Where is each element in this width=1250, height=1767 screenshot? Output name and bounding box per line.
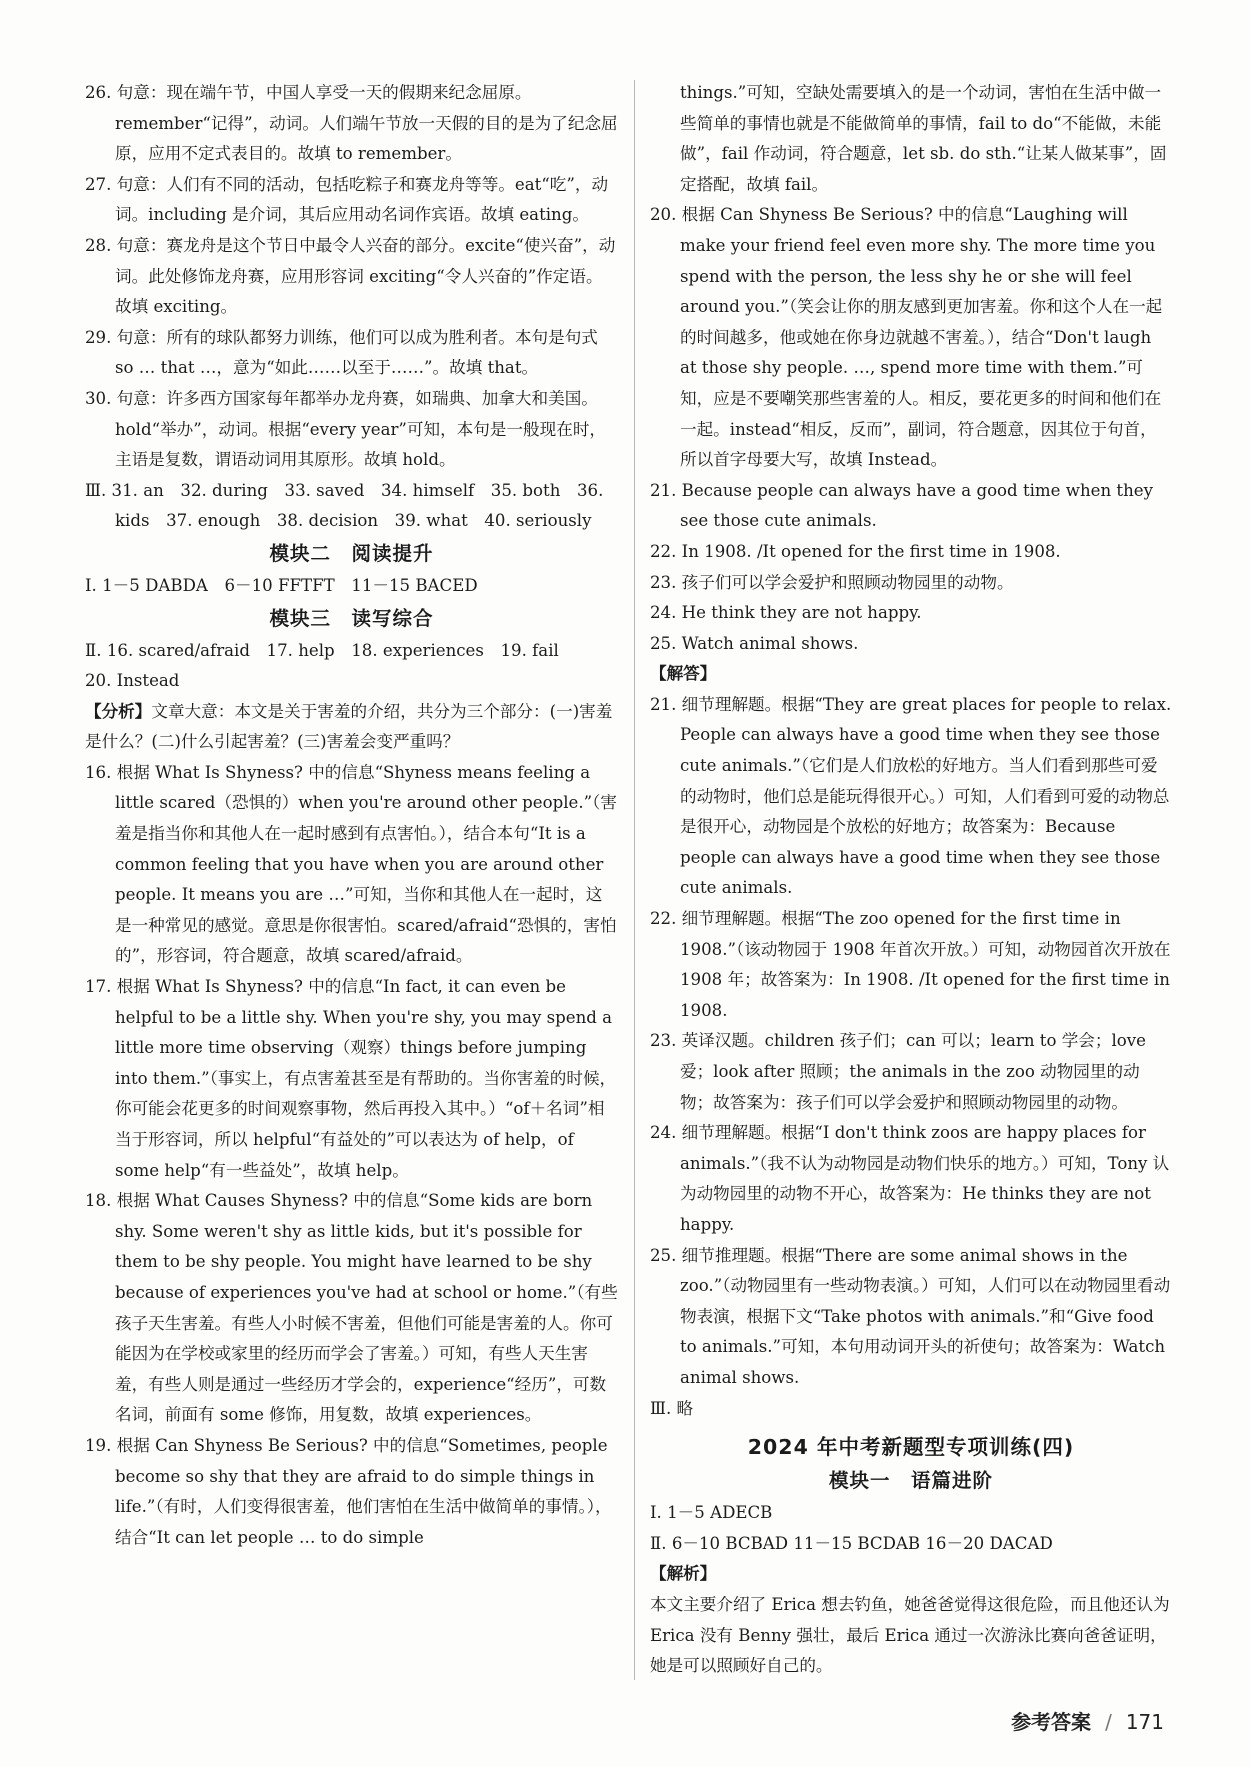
paragraph-text: 模块一 语篇进阶	[828, 1469, 993, 1493]
answer-paragraph	[650, 659, 1172, 690]
column-divider	[634, 80, 635, 1680]
answer-paragraph	[85, 78, 618, 170]
paragraph-text: Ⅰ. 1－5 ADECB	[650, 1503, 773, 1523]
paragraph-text: 20. Instead	[85, 671, 180, 691]
section-heading	[85, 537, 618, 571]
answer-paragraph	[85, 636, 618, 667]
paragraph-text: 22. In 1908. /It opened for the first time in 1908.	[650, 541, 1061, 561]
paragraph-text: 2024 年中考新题型专项训练(四)	[747, 1435, 1075, 1460]
paragraph-text: Ⅲ. 31. an 32. during 33. saved 34. himself 35. both 36. kids 37. enough 38. decision 39. what 40. seriously	[85, 480, 604, 531]
page-number: 171	[1125, 1710, 1164, 1734]
paragraph-text: 21. 细节理解题。根据“They are great places for people to relax. People can always have a good time when they see those cute animals.”（它们是人们放松的好地方。当人们看到那些可爱的动物时，他们总是能玩得很开心。）可知，人们看到可爱的动物总是很开心，动物园是个放松的好地方；故答案为：Because people can always have a good time when they see those cute animals.	[650, 694, 1172, 898]
answer-paragraph	[650, 1559, 1172, 1590]
section-heading	[650, 1464, 1172, 1498]
paragraph-text: 本文主要介绍了 Erica 想去钓鱼，她爸爸觉得这很危险，而且他还认为 Erica 没有 Benny 强壮，最后 Erica 通过一次游泳比赛向爸爸证明，她是可以照顾好自己的。	[650, 1594, 1170, 1676]
paragraph-text: 22. 细节理解题。根据“The zoo opened for the first time in 1908.”（该动物园于 1908 年首次开放。）可知，动物园首次开放在 1908 年；故答案为：In 1908. /It opened for the first time in 1908.	[650, 909, 1171, 1020]
answer-paragraph	[85, 1431, 618, 1553]
paragraph-text: 16. 根据 What Is Shyness? 中的信息“Shyness means feeling a little scared（恐惧的）when you're around other people.”（害羞是指当你和其他人在一起时感到有点害怕。），结合本句“It is a common feeling that you have when you are around other people. It means you are …”可知，当你和其他人在一起时，这是一种常见的感觉。意思是你很害怕。scared/afraid“恐惧的，害怕的”，形容词，符合题意，故填 scared/afraid。	[85, 762, 617, 966]
paragraph-text: 17. 根据 What Is Shyness? 中的信息“In fact, it can even be helpful to be a little shy. When you're shy, you may spend a little more time observing（观察）things before jumping into them.”（事实上，有点害羞甚至是有帮助的。当你害羞的时候，你可能会花更多的时间观察事物，然后再投入其中。）“of＋名词”相当于形容词，所以 helpful“有益处的”可以表达为 of help，of some help“有一些益处”，故填 help。	[85, 977, 617, 1180]
footer-label: 参考答案	[1011, 1710, 1092, 1734]
answer-paragraph	[650, 1529, 1172, 1560]
paragraph-text: 20. 根据 Can Shyness Be Serious? 中的信息“Laughing will make your friend feel even more shy. The more time you spend with the person, the less shy he or she will feel around you.”（笑会让你的朋友感到更加害羞。你和这个人在一起的时间越多，他或她在你身边就越不害羞。），结合“Don't laugh at those shy people. …, spend more time with them.”可知，应是不要嘲笑那些害羞的人。相反，要花更多的时间和他们在一起。instead“相反，反而”，副词，符合题意，因其位于句首，所以首字母要大写，故填 Instead。	[650, 205, 1163, 470]
answer-paragraph	[85, 697, 618, 758]
footer-slash: /	[1105, 1710, 1112, 1734]
answer-paragraph	[650, 598, 1172, 629]
paragraph-text: 24. 细节理解题。根据“I don't think zoos are happy places for animals.”（我不认为动物园是动物们快乐的地方。）可知，Tony 认为动物园里的动物不开心，故答案为：He thinks they are not happy.	[650, 1123, 1170, 1234]
paragraph-text: things.”可知，空缺处需要填入的是一个动词，害怕在生活中做一些简单的事情也就是不能做简单的事情，fail to do“不能做，未能做”，fail 作动词，符合题意，let sb. do sth.“让某人做某事”，固定搭配，故填 fail。	[680, 83, 1167, 194]
answer-paragraph	[650, 904, 1172, 1026]
answer-paragraph	[85, 384, 618, 476]
answer-paragraph	[650, 1394, 1172, 1425]
paragraph-text: 30. 句意：许多西方国家每年都举办龙舟赛，如瑞典、加拿大和美国。hold“举办”，动词。根据“every year”可知，本句是一般现在时，主语是复数，谓语动词用其原形。故填 hold。	[85, 388, 607, 470]
answer-paragraph	[85, 323, 618, 384]
answer-paragraph	[85, 170, 618, 231]
paragraph-text: 23. 英译汉题。children 孩子们；can 可以；learn to 学会；love 爱；look after 照顾；the animals in the zoo 动物园里的动物；故答案为：孩子们可以学会爱护和照顾动物园里的动物。	[650, 1031, 1146, 1112]
answer-paragraph	[85, 231, 618, 323]
answer-paragraph	[650, 1241, 1172, 1394]
paragraph-text: 24. He think they are not happy.	[650, 603, 922, 623]
paragraph-text: 28. 句意：赛龙舟是这个节日中最令人兴奋的部分。excite“使兴奋”，动词。此处修饰龙舟赛，应用形容词 exciting“令人兴奋的”作定语。故填 exciting。	[85, 235, 616, 317]
section-heading	[85, 602, 618, 636]
paragraph-text: 文章大意：本文是关于害羞的介绍，共分为三个部分：(一)害羞是什么？(二)什么引起害羞？(三)害羞会变严重吗？	[85, 701, 613, 752]
answer-paragraph	[650, 1118, 1172, 1240]
answer-paragraph	[650, 78, 1172, 200]
paragraph-text: 18. 根据 What Causes Shyness? 中的信息“Some kids are born shy. Some weren't shy as little kids, but it's possible for them to be shy people. You might have learned to be shy because of experiences you've had at school or home.”（有些孩子天生害羞。有些人小时候不害羞，但他们可能是害羞的人。你可能因为在学校或家里的经历而学会了害羞。）可知，有些人天生害羞，有些人则是通过一些经历才学会的，experience“经历”，可数名词，前面有 some 修饰，用复数，故填 experiences。	[85, 1191, 618, 1425]
paragraph-text: 29. 句意：所有的球队都努力训练，他们可以成为胜利者。本句是句式 so … that …，意为“如此……以至于……”。故填 that。	[85, 327, 598, 378]
answer-paragraph	[650, 537, 1172, 568]
right-column	[650, 78, 1172, 1682]
page-footer	[1011, 1706, 1164, 1735]
answer-paragraph	[85, 476, 618, 537]
paragraph-text: 模块三 读写综合	[269, 606, 434, 630]
answer-paragraph	[650, 1026, 1172, 1118]
paragraph-text: 27. 句意：人们有不同的活动，包括吃粽子和赛龙舟等等。eat“吃”，动词。including 是介词，其后应用动名词作宾语。故填 eating。	[85, 174, 609, 225]
paragraph-text: 23. 孩子们可以学会爱护和照顾动物园里的动物。	[650, 572, 1014, 592]
answer-paragraph	[650, 629, 1172, 660]
section-tag: 【分析】	[85, 701, 152, 721]
left-column	[85, 78, 618, 1553]
paragraph-text: Ⅲ. 略	[650, 1398, 694, 1418]
answer-paragraph	[650, 690, 1172, 904]
section-tag: 【解答】	[650, 664, 717, 684]
paragraph-text: 模块二 阅读提升	[269, 541, 434, 565]
paragraph-text: Ⅰ. 1－5 DABDA 6－10 FFTFT 11－15 BACED	[85, 575, 478, 595]
answer-paragraph	[650, 568, 1172, 599]
answer-paragraph	[85, 1186, 618, 1431]
answer-paragraph	[650, 200, 1172, 475]
answer-paragraph	[85, 758, 618, 972]
answer-paragraph	[85, 571, 618, 602]
paragraph-text: 21. Because people can always have a good time when they see those cute animals.	[650, 480, 1153, 531]
section-tag: 【解析】	[650, 1564, 717, 1584]
answer-paragraph	[650, 476, 1172, 537]
paragraph-text: Ⅱ. 6－10 BCBAD 11－15 BCDAB 16－20 DACAD	[650, 1533, 1053, 1553]
answer-paragraph	[85, 666, 618, 697]
paragraph-text: Ⅱ. 16. scared/afraid 17. help 18. experiences 19. fail	[85, 640, 559, 660]
answer-paragraph	[85, 972, 618, 1186]
paragraph-text: 25. Watch animal shows.	[650, 633, 859, 653]
paragraph-text: 25. 细节推理题。根据“There are some animal shows in the zoo.”（动物园里有一些动物表演。）可知，人们可以在动物园里看动物表演，根据下文“Take photos with animals.”和“Give food to animals.”可知，本句用动词开头的祈使句；故答案为：Watch animal shows.	[650, 1245, 1171, 1387]
answer-paragraph	[650, 1498, 1172, 1529]
answer-paragraph	[650, 1590, 1172, 1682]
paragraph-text: 26. 句意：现在端午节，中国人享受一天的假期来纪念屈原。remember“记得”，动词。人们端午节放一天假的目的是为了纪念屈原，应用不定式表目的。故填 to remember。	[85, 83, 618, 164]
paragraph-text: 19. 根据 Can Shyness Be Serious? 中的信息“Sometimes, people become so shy that they are afraid to do simple things in life.”（有时，人们变得很害羞，他们害怕在生活中做简单的事情。），结合“It can let people … to do simple	[85, 1435, 612, 1547]
section-heading	[650, 1430, 1172, 1464]
